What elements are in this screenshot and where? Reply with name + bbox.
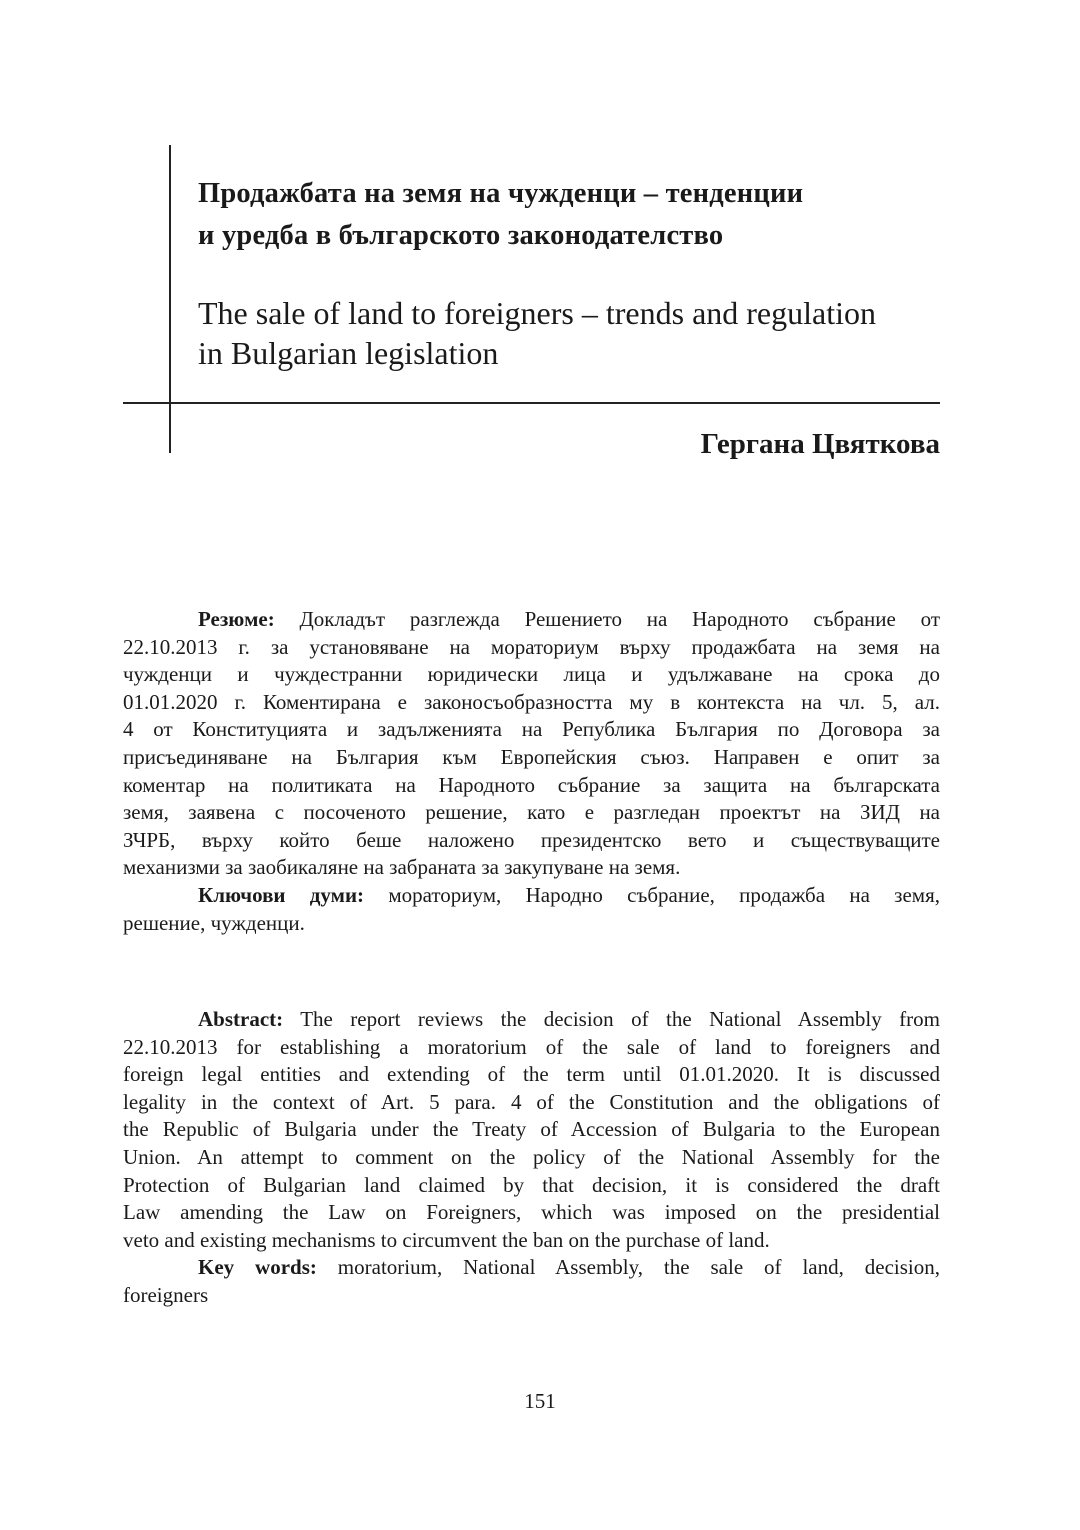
abstract-label: Abstract: — [198, 1007, 284, 1031]
keywords-bg-text: мораториум, Народно събрание, продажба на земя, — [364, 882, 940, 907]
resume-line: 01.01.2020 г. Коментирана е законосъобразността му в контекста на чл. 5, ал. — [123, 689, 940, 714]
author-name: Гергана Цвяткова — [700, 428, 940, 460]
title-bulgarian — [198, 173, 943, 257]
title-bg-line: и уредба в българското законодателство — [198, 220, 724, 251]
keywords-en-label: Key words: — [198, 1255, 317, 1280]
keywords-en-line: foreigners — [123, 1282, 209, 1307]
title-horizontal-rule — [123, 402, 940, 404]
keywords-en-line — [123, 1254, 940, 1282]
page-number: 151 — [524, 1389, 556, 1413]
resume-line: земя, заявена с посоченото решение, като е разгледан проектът на ЗИД на — [123, 800, 940, 825]
resume-text: Докладът разглежда Решението на Народното събрание от — [274, 607, 940, 631]
title-en-line: in Bulgarian legislation — [198, 335, 499, 371]
resume-section — [123, 606, 940, 937]
abstract-line: the Republic of Bulgaria under the Treaty of Accession of Bulgaria to the European — [123, 1117, 940, 1142]
abstract-line: 22.10.2013 for establishing a moratorium of the sale of land to foreigners and — [123, 1034, 940, 1059]
resume-line: чужденци и чуждестранни юридически лица и удължаване на срока до — [123, 662, 940, 687]
keywords-bg-line: решение, чужденци. — [123, 910, 305, 935]
keywords-en-text: moratorium, National Assembly, the sale of land, decision, — [316, 1255, 940, 1280]
title-bg-line: Продажбата на земя на чужденци – тенденции — [198, 178, 804, 209]
abstract-line: legality in the context of Art. 5 para. 4 of the Constitution and the obligations of — [123, 1089, 940, 1114]
resume-line: коментар на политиката на Народното събрание за защита на българската — [123, 772, 940, 797]
resume-line: 22.10.2013 г. за установяване на мораториум върху продажбата на земя на — [123, 634, 940, 659]
abstract-line — [123, 1006, 940, 1034]
resume-line: присъединяване на България към Европейския съюз. Направен е опит за — [123, 744, 940, 769]
title-vertical-rule — [169, 145, 171, 453]
keywords-bg-line — [123, 882, 940, 910]
title-en-line: The sale of land to foreigners – trends and regulation — [198, 295, 876, 331]
keywords-bg-label: Ключови думи: — [198, 882, 365, 907]
title-english — [198, 293, 943, 373]
abstract-line: veto and existing mechanisms to circumvent the ban on the purchase of land. — [123, 1227, 770, 1252]
abstract-section — [123, 1006, 940, 1310]
abstract-line: Protection of Bulgarian land claimed by that decision, it is considered the draft — [123, 1172, 940, 1197]
resume-line: ЗЧРБ, върху който беше наложено президентско вето и съществуващите — [123, 827, 940, 852]
abstract-line: Law amending the Law on Foreigners, which was imposed on the presidential — [123, 1200, 940, 1225]
abstract-line: foreign legal entities and extending of the term until 01.01.2020. It is discussed — [123, 1062, 940, 1087]
resume-label: Резюме: — [198, 607, 275, 631]
abstract-text: The report reviews the decision of the National Assembly from — [283, 1007, 940, 1031]
resume-line: 4 от Конституцията и задълженията на Република България по Договора за — [123, 717, 940, 742]
resume-line: механизми за заобикаляне на забраната за закупуване на земя. — [123, 855, 681, 880]
abstract-line: Union. An attempt to comment on the policy of the National Assembly for the — [123, 1144, 940, 1169]
resume-line — [123, 606, 940, 634]
